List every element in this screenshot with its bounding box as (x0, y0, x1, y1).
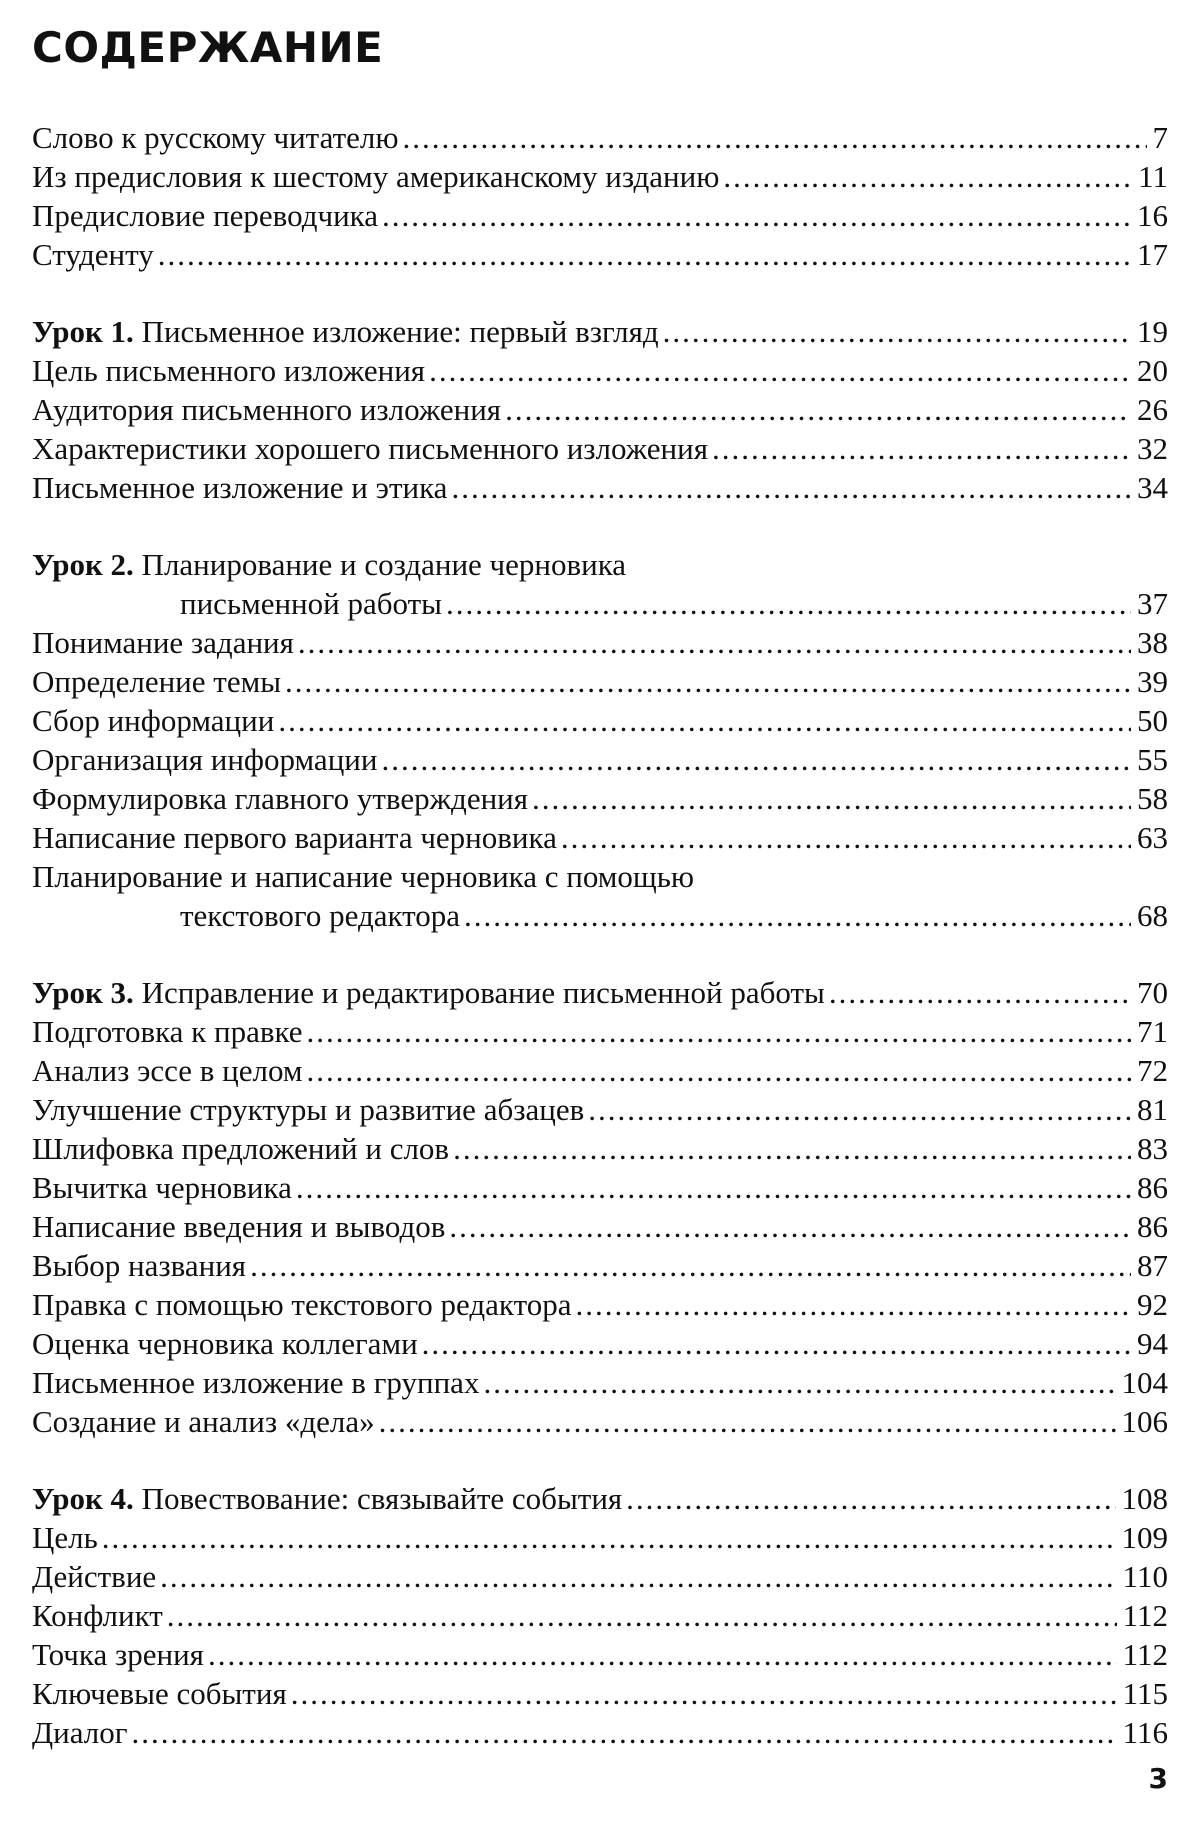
entry-title: Анализ эссе в целом (32, 1053, 303, 1088)
lesson-heading-label (32, 1479, 622, 1518)
entry-title: Студенту (32, 237, 154, 272)
entry-page: 70 (1137, 975, 1168, 1010)
entry-page: 50 (1137, 703, 1168, 738)
entry-page: 39 (1137, 664, 1168, 699)
dot-leader (483, 1363, 1115, 1402)
lesson-heading (32, 1479, 1168, 1518)
lesson-prefix: Урок 3. (32, 975, 134, 1010)
toc-entry-continuation (32, 896, 1168, 935)
dot-leader (575, 1285, 1131, 1324)
dot-leader (208, 1635, 1117, 1674)
page-title: СОДЕРЖАНИЕ (32, 23, 384, 72)
dot-leader (464, 896, 1131, 935)
entry-title: Действие (32, 1559, 157, 1594)
dot-leader (307, 1051, 1131, 1090)
entry-title: Точка зрения (32, 1637, 204, 1672)
entry-page: 112 (1122, 1637, 1168, 1672)
entry-page: 81 (1137, 1092, 1168, 1127)
toc-section-lesson-1 (32, 312, 1168, 507)
entry-title: Ключевые события (32, 1676, 287, 1711)
entry-title: Правка с помощью текстового редактора (32, 1287, 572, 1322)
lesson-prefix: Урок 4. (32, 1481, 134, 1516)
toc-entry (32, 701, 1168, 740)
dot-leader (829, 973, 1131, 1012)
dot-leader (449, 1207, 1131, 1246)
entry-title: Цель (32, 1520, 98, 1555)
lesson-heading-label (32, 312, 659, 351)
entry-page: 116 (1122, 1715, 1168, 1750)
entry-page: 63 (1137, 820, 1168, 855)
dot-leader (626, 1479, 1115, 1518)
entry-page: 58 (1137, 781, 1168, 816)
entry-title: Шлифовка предложений и слов (32, 1131, 450, 1166)
dot-leader (381, 740, 1131, 779)
toc-entry (32, 1674, 1168, 1713)
entry-title: Вычитка черновика (32, 1170, 292, 1205)
entry-title: Аудитория письменного изложения (32, 392, 502, 427)
dot-leader (429, 351, 1131, 390)
entry-title: Конфликт (32, 1598, 163, 1633)
lesson-title: Планирование и создание черновика (133, 547, 627, 582)
toc-entry (32, 235, 1168, 274)
lesson-title: Письменное изложение: первый взгляд (133, 314, 659, 349)
dot-leader (160, 1557, 1116, 1596)
lesson-heading (32, 973, 1168, 1012)
toc-section-intro (32, 118, 1168, 274)
toc-entry (32, 1557, 1168, 1596)
lesson-prefix: Урок 2. (32, 547, 134, 582)
entry-page: 19 (1137, 314, 1168, 349)
toc-section-lesson-4 (32, 1479, 1168, 1752)
entry-title: Письменное изложение и этика (32, 470, 448, 505)
entry-title: Создание и анализ «дела» (32, 1404, 375, 1439)
toc-page (32, 20, 1168, 1790)
entry-title: Планирование и написание черновика с помощью (32, 859, 695, 894)
dot-leader (307, 1012, 1131, 1051)
entry-title: Характеристики хорошего письменного изложения (32, 431, 708, 466)
dot-leader (532, 779, 1131, 818)
lesson-title: Исправление и редактирование письменной работы (133, 975, 825, 1010)
entry-title: Понимание задания (32, 625, 294, 660)
dot-leader (158, 235, 1131, 274)
toc-entry (32, 1324, 1168, 1363)
toc-entry (32, 1207, 1168, 1246)
entry-page: 72 (1137, 1053, 1168, 1088)
entry-page: 108 (1121, 1481, 1168, 1516)
toc-entry (32, 1363, 1168, 1402)
entry-page: 7 (1152, 120, 1168, 155)
entry-page: 26 (1137, 392, 1168, 427)
dot-leader (422, 1324, 1131, 1363)
dot-leader (403, 118, 1147, 157)
dot-leader (712, 429, 1131, 468)
entry-title: Улучшение структуры и развитие абзацев (32, 1092, 585, 1127)
lesson-prefix: Урок 1. (32, 314, 134, 349)
dot-leader (250, 1246, 1131, 1285)
entry-title: Определение темы (32, 664, 282, 699)
toc-entry (32, 1635, 1168, 1674)
toc-entry-multiline (32, 857, 1168, 896)
entry-page: 112 (1122, 1598, 1168, 1633)
toc-entry (32, 390, 1168, 429)
entry-page: 110 (1122, 1559, 1168, 1594)
dot-leader (167, 1596, 1117, 1635)
toc-entry (32, 196, 1168, 235)
entry-title: Слово к русскому читателю (32, 120, 399, 155)
dot-leader (453, 1129, 1131, 1168)
lesson-heading-label (32, 973, 825, 1012)
entry-page: 86 (1137, 1209, 1168, 1244)
entry-title: Написание первого варианта черновика (32, 820, 557, 855)
entry-page: 34 (1137, 470, 1168, 505)
toc-entry (32, 468, 1168, 507)
entry-title: Выбор названия (32, 1248, 247, 1283)
entry-title: Предисловие переводчика (32, 198, 379, 233)
toc-entry (32, 1518, 1168, 1557)
entry-title: Формулировка главного утверждения (32, 781, 529, 816)
toc-entry (32, 740, 1168, 779)
toc-entry (32, 1168, 1168, 1207)
entry-title-continued: текстового редактора (180, 898, 461, 933)
entry-page: 87 (1137, 1248, 1168, 1283)
entry-title: Диалог (32, 1715, 128, 1750)
toc-entry (32, 351, 1168, 390)
entry-page: 94 (1137, 1326, 1168, 1361)
entry-page: 16 (1137, 198, 1168, 233)
toc-section-lesson-2 (32, 545, 1168, 935)
lesson-title-continued: письменной работы (180, 586, 442, 621)
dot-leader (296, 1168, 1131, 1207)
dot-leader (723, 157, 1132, 196)
toc-entry (32, 1129, 1168, 1168)
dot-leader (278, 701, 1131, 740)
page-number: 3 (1148, 1762, 1168, 1795)
toc-entry (32, 1090, 1168, 1129)
entry-title: Подготовка к правке (32, 1014, 303, 1049)
entry-page: 17 (1137, 237, 1168, 272)
entry-title: Цель письменного изложения (32, 353, 426, 388)
dot-leader (505, 390, 1131, 429)
toc-entry (32, 1402, 1168, 1441)
toc-entry (32, 429, 1168, 468)
lesson-title: Повествование: связывайте события (133, 1481, 623, 1516)
entry-title: Написание введения и выводов (32, 1209, 446, 1244)
toc-section-lesson-3 (32, 973, 1168, 1441)
entry-page: 109 (1121, 1520, 1168, 1555)
dot-leader (298, 623, 1131, 662)
dot-leader (285, 662, 1131, 701)
entry-page: 104 (1121, 1365, 1168, 1400)
toc-entry (32, 1596, 1168, 1635)
toc-entry (32, 779, 1168, 818)
entry-page: 71 (1137, 1014, 1168, 1049)
entry-title: Из предисловия к шестому американскому изданию (32, 159, 720, 194)
entry-page: 37 (1137, 586, 1168, 621)
entry-title: Оценка черновика коллегами (32, 1326, 418, 1361)
entry-page: 92 (1137, 1287, 1168, 1322)
toc-entry (32, 818, 1168, 857)
dot-leader (131, 1713, 1116, 1752)
toc-entry (32, 1051, 1168, 1090)
lesson-heading-continuation (32, 584, 1168, 623)
entry-page: 20 (1137, 353, 1168, 388)
entry-page: 55 (1137, 742, 1168, 777)
dot-leader (451, 468, 1131, 507)
toc-entry (32, 118, 1168, 157)
dot-leader (291, 1674, 1117, 1713)
toc-entry (32, 1713, 1168, 1752)
dot-leader (588, 1090, 1131, 1129)
dot-leader (382, 196, 1131, 235)
toc-entry (32, 1012, 1168, 1051)
toc-entry (32, 157, 1168, 196)
entry-page: 115 (1122, 1676, 1168, 1711)
entry-title: Организация информации (32, 742, 378, 777)
entry-page: 11 (1138, 159, 1168, 194)
dot-leader (102, 1518, 1116, 1557)
lesson-heading (32, 312, 1168, 351)
toc-entry (32, 662, 1168, 701)
dot-leader (379, 1402, 1116, 1441)
dot-leader (663, 312, 1131, 351)
toc-entry (32, 1246, 1168, 1285)
entry-title: Сбор информации (32, 703, 275, 738)
entry-page: 86 (1137, 1170, 1168, 1205)
entry-page: 83 (1137, 1131, 1168, 1166)
lesson-heading (32, 545, 1168, 584)
entry-title: Письменное изложение в группах (32, 1365, 480, 1400)
entry-page: 106 (1121, 1404, 1168, 1439)
entry-page: 68 (1137, 898, 1168, 933)
toc-entry (32, 1285, 1168, 1324)
entry-page: 32 (1137, 431, 1168, 466)
dot-leader (446, 584, 1131, 623)
entry-page: 38 (1137, 625, 1168, 660)
toc-entry (32, 623, 1168, 662)
dot-leader (561, 818, 1131, 857)
lesson-heading-label (32, 545, 1168, 584)
